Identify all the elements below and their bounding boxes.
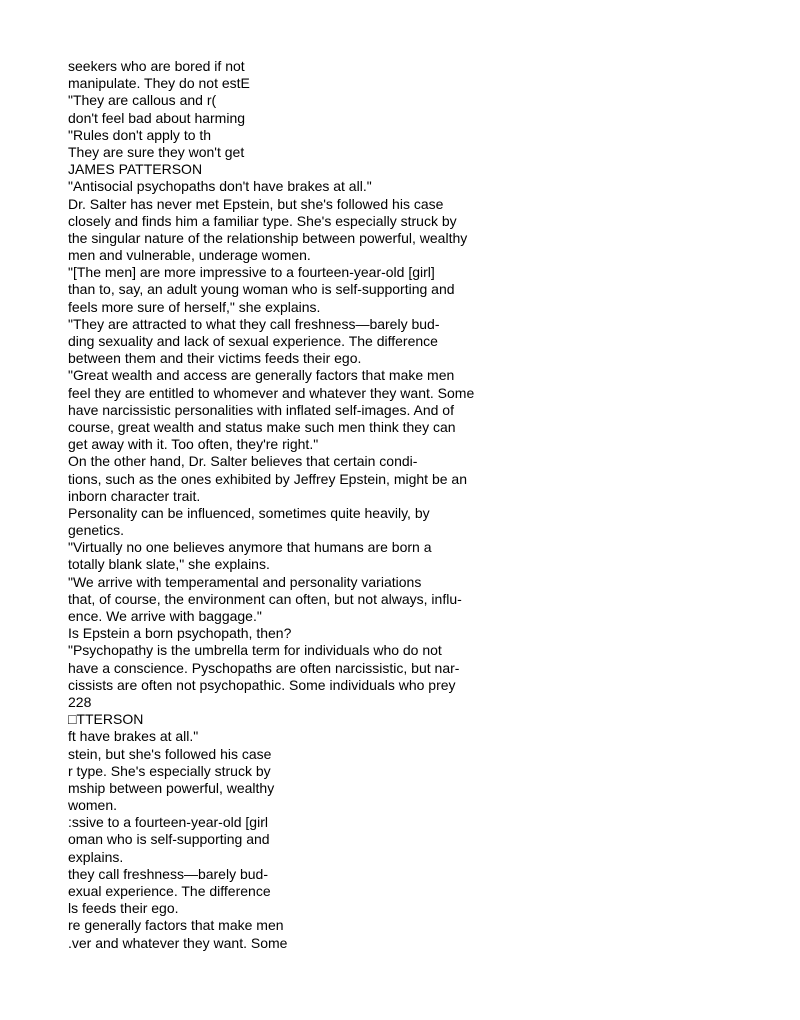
text-line: between them and their victims feeds their ego. — [68, 350, 362, 367]
text-line: get away with it. Too often, they're right." — [68, 436, 319, 453]
text-line: "Rules don't apply to th — [68, 126, 212, 143]
text-line: stein, but she's followed his case — [68, 745, 272, 762]
text-line: oman who is self-supporting and — [68, 831, 270, 848]
text-line: that, of course, the environment can often, but not always, influ- — [68, 590, 462, 607]
text-line: mship between powerful, wealthy — [68, 779, 275, 796]
text-line: have narcissistic personalities with inflated self-images. And of — [68, 401, 454, 418]
document-page — [68, 58, 768, 952]
text-line: tions, such as the ones exhibited by Jeffrey Epstein, might be an — [68, 470, 467, 487]
text-line: On the other hand, Dr. Salter believes that certain condi- — [68, 453, 418, 470]
text-line: "Great wealth and access are generally factors that make men — [68, 367, 455, 384]
text-line: "Virtually no one believes anymore that humans are born a — [68, 539, 432, 556]
page-number: 228 — [68, 693, 92, 710]
running-header: □TTERSON — [68, 711, 144, 728]
text-line: Is Epstein a born psychopath, then? — [68, 625, 292, 642]
text-line: They are sure they won't get — [68, 143, 245, 160]
text-line: men and vulnerable, underage women. — [68, 247, 311, 264]
text-line: "They are attracted to what they call freshness—barely bud- — [68, 315, 440, 332]
text-line: "Psychopathy is the umbrella term for individuals who do not — [68, 642, 442, 659]
text-line: feel they are entitled to whomever and whatever they want. Some — [68, 384, 475, 401]
text-line: manipulate. They do not estE — [68, 75, 250, 92]
text-line: Personality can be influenced, sometimes quite heavily, by — [68, 504, 430, 521]
text-line: Dr. Salter has never met Epstein, but she's followed his case — [68, 195, 444, 212]
text-line: course, great wealth and status make such men think they can — [68, 418, 456, 435]
running-header: JAMES PATTERSON — [68, 161, 203, 178]
text-line: r type. She's especially struck by — [68, 762, 271, 779]
text-line: :ssive to a fourteen-year-old [girl — [68, 814, 268, 831]
text-line: genetics. — [68, 522, 125, 539]
text-line: seekers who are bored if not — [68, 58, 245, 74]
text-line: exual experience. The difference — [68, 883, 271, 899]
text-line: women. — [68, 797, 118, 814]
text-line: "We arrive with temperamental and personality variations — [68, 573, 422, 590]
text-line: than to, say, an adult young woman who is self-supporting and — [68, 281, 455, 298]
text-line: .ver and whatever they want. Some — [68, 934, 288, 951]
text-line: ence. We arrive with baggage." — [68, 608, 262, 624]
text-line: cissists are often not psychopathic. Some individuals who prey — [68, 676, 456, 693]
text-line: "They are callous and r( — [68, 92, 217, 109]
text-line: have a conscience. Pyschopaths are often narcissistic, but nar- — [68, 659, 460, 676]
text-line: ft have brakes at all." — [68, 728, 199, 745]
text-line: inborn character trait. — [68, 487, 201, 504]
text-line: ls feeds their ego. — [68, 900, 179, 917]
text-line: re generally factors that make men — [68, 917, 284, 934]
text-line: explains. — [68, 848, 124, 865]
text-line: the singular nature of the relationship between powerful, wealthy — [68, 229, 468, 246]
text-line: feels more sure of herself," she explains. — [68, 298, 321, 315]
text-line: "Antisocial psychopaths don't have brakes at all." — [68, 178, 372, 195]
text-line: closely and finds him a familiar type. She's especially struck by — [68, 212, 457, 229]
text-line: totally blank slate," she explains. — [68, 556, 270, 573]
text-line: don't feel bad about harming — [68, 109, 246, 126]
text-line: "[The men] are more impressive to a fourteen-year-old [girl] — [68, 264, 435, 281]
text-line: ding sexuality and lack of sexual experience. The difference — [68, 333, 438, 349]
text-line: they call freshness—barely bud- — [68, 865, 268, 882]
